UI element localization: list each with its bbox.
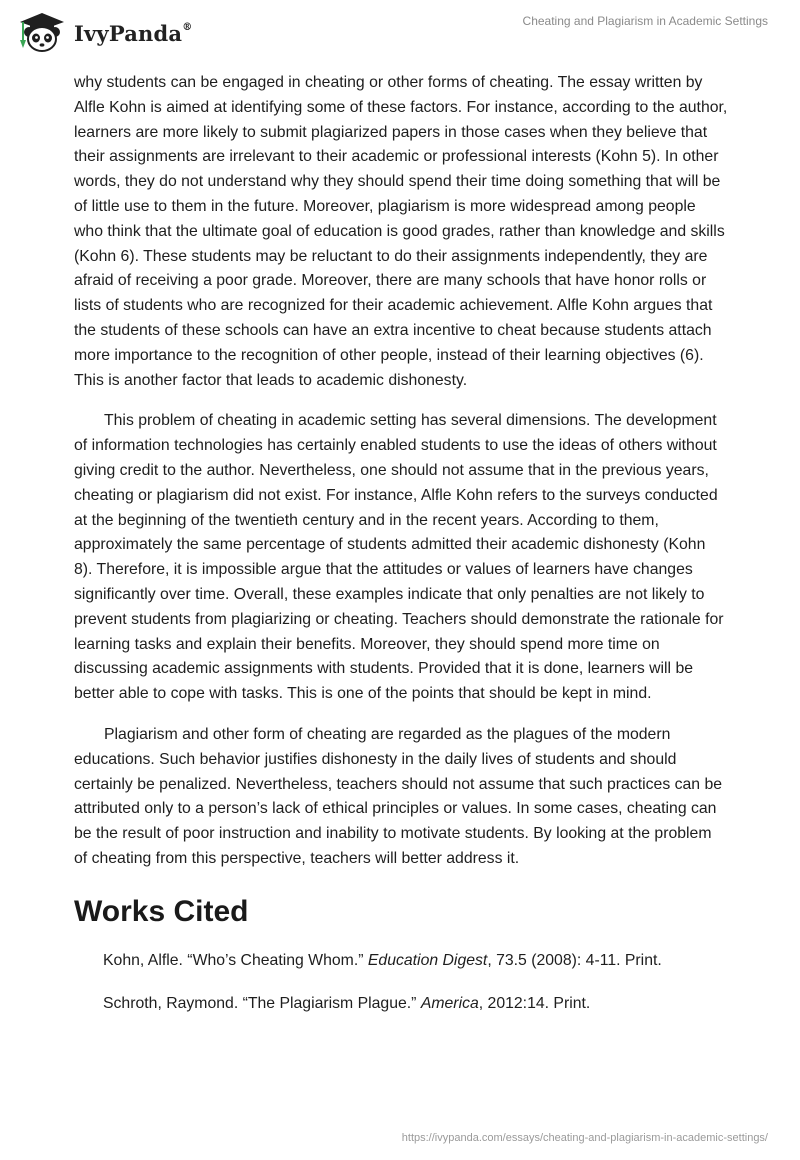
body-paragraph: why students can be engaged in cheating or other forms of cheating. The essay written by Alfle Kohn is aimed at identifying some of these factors. For instance, according to the author, learners are more likely to submit plagiarized papers in those cases when they believe that their assignments are irrelevant to their academic or professional interests (Kohn 5). In other words, they do not understand why they should spend their time doing something that will be of little use to them in the future. Moreover, plagiarism is more widespread among people who think that the ultimate goal of education is good grades, rather than knowledge and skills (Kohn 6). These students may be reluctant to do their assignments independently, they are afraid of receiving a poor grade. Moreover, there are many schools that have honor rolls or lists of students who are recognized for their academic achievement. Alfle Kohn argues that the students of these schools can have an extra incentive to cheat because students attach more importance to the recognition of other people, instead of their learning objectives (6). This is another factor that leads to academic dishonesty. xyxy=(74,74,728,389)
citation-source-title: Education Digest xyxy=(367,951,488,969)
body-paragraph: This problem of cheating in academic setting has several dimensions. The development of information technologies has certainly enabled students to use the ideas of others without giving credit to the author. Nevertheless, one should not assume that in the previous years, cheating or plagiarism did not exist. For instance, Alfle Kohn refers to the surveys conducted at the beginning of the twentieth century and in the recent years. According to them, approximately the same percentage of students admitted their academic dishonesty (Kohn 8). Therefore, it is impossible argue that the attitudes or values of learners have changes significantly over time. Overall, these examples indicate that only penalties are not likely to prevent students from plagiarizing or cheating. Teachers should demonstrate the rationale for learning tasks and explain their benefits. Moreover, they should spend more time on discussing academic assignments with students. Provided that it is done, learners will be better able to cope with tasks. This is one of the points that should be kept in mind. xyxy=(74,412,724,703)
source-url[interactable]: https://ivypanda.com/essays/cheating-and-plagiarism-in-academic-settings/ xyxy=(401,1132,768,1144)
brand-logo[interactable] xyxy=(14,10,192,54)
citation-entry: Schroth, Raymond. “The Plagiarism Plague.” America, 2012:14. Print. xyxy=(103,994,591,1012)
page-header xyxy=(0,0,800,68)
body-paragraph: Plagiarism and other form of cheating are regarded as the plagues of the modern educations. Such behavior justifies dishonesty in the daily lives of students and should certainly be penalized. Nevertheless, teachers should not assume that such practices can be attributed only to a person’s lack of ethical principles or values. In some cases, cheating can be the result of poor instruction and inability to motivate students. By looking at the problem of cheating from this perspective, teachers will better address it. xyxy=(74,725,723,867)
panda-graduation-cap-icon xyxy=(14,10,70,54)
document-title: Cheating and Plagiarism in Academic Settings xyxy=(522,14,768,28)
essay-body xyxy=(74,71,728,1034)
brand-name: IvyPanda® xyxy=(74,20,193,46)
citation-source-title: America xyxy=(420,994,479,1012)
citation-entry: Kohn, Alfle. “Who’s Cheating Whom.” Education Digest, 73.5 (2008): 4-11. Print. xyxy=(103,951,662,969)
works-cited-heading: Works Cited xyxy=(74,894,249,928)
